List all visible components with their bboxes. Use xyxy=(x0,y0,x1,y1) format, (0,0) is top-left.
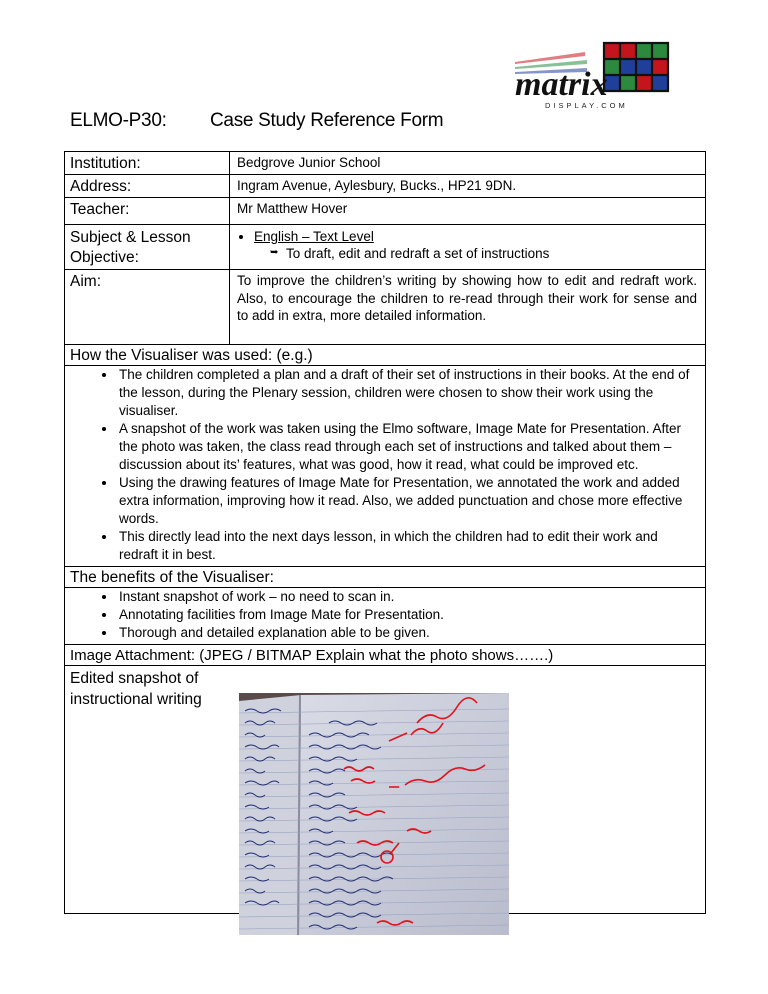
address-row xyxy=(65,175,706,198)
institution-row xyxy=(65,152,706,175)
subject-row xyxy=(65,225,706,270)
aim-row xyxy=(65,270,706,345)
logo-grid xyxy=(603,42,673,104)
teacher-value: Mr Matthew Hover xyxy=(230,198,706,225)
objective-item xyxy=(230,245,705,262)
list-item: • Instant snapshot of work – no need to scan in. xyxy=(117,588,695,606)
attachment-heading: Image Attachment: (JPEG / BITMAP Explain what the photo shows…….) xyxy=(65,645,706,666)
logo-subtext: DISPLAY.COM xyxy=(545,101,628,110)
usage-heading: How the Visualiser was used: (e.g.) xyxy=(65,345,706,366)
aim-value: To improve the children’s writing by showing how to edit and redraft work. Also, to encourage the children to re-read through their work for sense and to add in extra, more detailed information. xyxy=(230,270,706,345)
form-code: ELMO-P30: xyxy=(70,110,167,131)
list-item: • Annotating facilities from Image Mate for Presentation. xyxy=(117,606,695,624)
address-label: Address: xyxy=(65,175,230,198)
usage-heading-row xyxy=(65,345,706,366)
attachment-heading-row xyxy=(65,645,706,666)
address-value: Ingram Avenue, Aylesbury, Bucks., HP21 9DN. xyxy=(230,175,706,198)
institution-label: Institution: xyxy=(65,152,230,175)
list-item: • A snapshot of the work was taken using the Elmo software, Image Mate for Presentation. After the photo was taken, the class read through each set of instructions and talked about them – discussion about its’ features, what was good, how it read, what could be improved etc. xyxy=(117,420,695,474)
benefits-cell xyxy=(65,588,706,645)
teacher-label: Teacher: xyxy=(65,198,230,225)
logo-word: matrix xyxy=(515,66,608,103)
list-item: • Using the drawing features of Image Mate for Presentation, we annotated the work and added extra information, improving how it read. Also, we added punctuation and chose more effective words. xyxy=(117,474,695,528)
subject-label: Subject & Lesson Objective: xyxy=(65,225,230,270)
form-title xyxy=(70,110,443,132)
annotated-writing-photo xyxy=(239,693,509,935)
attachment-caption: Edited snapshot of instructional writing xyxy=(70,670,202,708)
aim-label: Aim: xyxy=(65,270,230,345)
objective-text: To draft, edit and redraft a set of instructions xyxy=(286,246,550,261)
subject-item: • English – Text Level xyxy=(254,228,705,245)
list-item: • The children completed a plan and a draft of their set of instructions in their books. At the end of the lesson, during the Plenary session, children were chosen to show their work using the visualiser. xyxy=(117,366,695,420)
institution-value: Bedgrove Junior School xyxy=(230,152,706,175)
benefits-row xyxy=(65,588,706,645)
benefits-heading: The benefits of the Visualiser: xyxy=(65,567,706,588)
usage-row xyxy=(65,366,706,567)
usage-list xyxy=(65,366,705,566)
list-item: • This directly lead into the next days lesson, in which the children had to edit their work and redraft it in best. xyxy=(117,528,695,564)
benefits-list xyxy=(65,588,705,644)
form-name: Case Study Reference Form xyxy=(210,110,444,131)
arrow-bullet-icon: ➥ xyxy=(270,247,279,258)
list-item: • Thorough and detailed explanation able to be given. xyxy=(117,624,695,642)
teacher-row xyxy=(65,198,706,225)
benefits-heading-row xyxy=(65,567,706,588)
matrix-logo xyxy=(515,40,675,112)
subject-list xyxy=(230,228,705,245)
usage-cell xyxy=(65,366,706,567)
subject-value xyxy=(230,225,706,270)
